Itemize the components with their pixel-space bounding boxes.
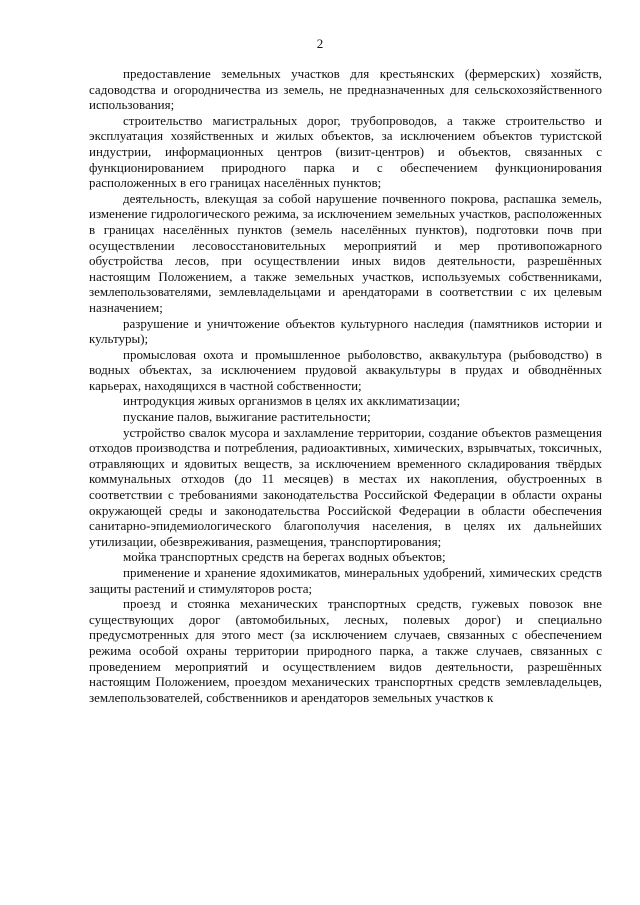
paragraph-introduction-organisms: интродукция живых организмов в целях их акклиматизации; (123, 393, 461, 409)
paragraph-burning: пускание палов, выжигание растительности; (123, 409, 371, 425)
paragraph-cultural-heritage: разрушение и уничтожение объектов культурного наследия (памятников истории и культуры); (89, 315, 602, 347)
paragraph-vehicle-washing: мойка транспортных средств на берегах водных объектов; (123, 549, 446, 565)
paragraph-land-plots: предоставление земельных участков для крестьянских (фермерских) хозяйств, садоводства и огородничества из земель, не предназначенных для сельскохозяйственного использования; (89, 66, 602, 113)
paragraph-vehicle-traffic: проезд и стоянка механических транспортных средств, гужевых повозок вне существующих дорог (автомобильных, лесных, полевых дорог) и специально предусмотренных для этого мест (за исключением случаев, связанных с обеспечением режима особой охраны территории природного парка, а также случаев, связанных с проведением мероприятий и осуществлением видов деятельности, разрешённых настоящим Положением, проездом механических транспортных средств землевладельцев, землепользователей, собственников и арендаторов земельных участков к (89, 596, 602, 705)
paragraph-construction: строительство магистральных дорог, трубопроводов, а также строительство и эксплуатация хозяйственных и жилых объектов, за исключением объектов туристской индустрии, информационных центров (визит-центров) и объектов, связанных с функционированием природного парка и с обеспечением функционирования расположенных в его границах населённых пунктов; (89, 112, 602, 191)
paragraph-waste-dumps: устройство свалок мусора и захламление территории, создание объектов размещения отходов производства и потребления, радиоактивных, химических, взрывчатых, токсичных, отравляющих и ядовитых веществ, за исключением временного складирования твёрдых коммунальных отходов (до 11 месяцев) в местах их накопления, обустроенных в соответствии с требованиями законодательства Российской Федерации в области охраны окружающей среды и законодательства Российской Федерации в области обеспечения санитарно-эпидемиологического благополучия населения, в целях их дальнейших утилизации, обезвреживания, размещения, транспортирования; (89, 424, 602, 549)
document-body (89, 66, 602, 705)
paragraph-hunting-fishing: промысловая охота и промышленное рыболовство, аквакультура (рыбоводство) в водных объектах, за исключением прудовой аквакультуры в прудах и обводнённых карьерах, находящихся в частной собственности; (89, 346, 602, 393)
paragraph-soil-disturbance: деятельность, влекущая за собой нарушение почвенного покрова, распашка земель, изменение гидрологического режима, за исключением земельных участков, расположенных в границах населённых пунктов (земель населённых пунктов), подготовки почв при осуществлении лесовосстановительных мероприятий и мер противопожарного обустройства лесов, при осуществлении иных видов деятельности, разрешённых настоящим Положением, а также земельных участков, используемых собственниками, землепользователями, землевладельцами и арендаторами в соответствии с их целевым назначением; (89, 190, 602, 315)
paragraph-chemicals: применение и хранение ядохимикатов, минеральных удобрений, химических средств защиты растений и стимуляторов роста; (89, 565, 602, 596)
page-number: 2 (316, 36, 324, 51)
